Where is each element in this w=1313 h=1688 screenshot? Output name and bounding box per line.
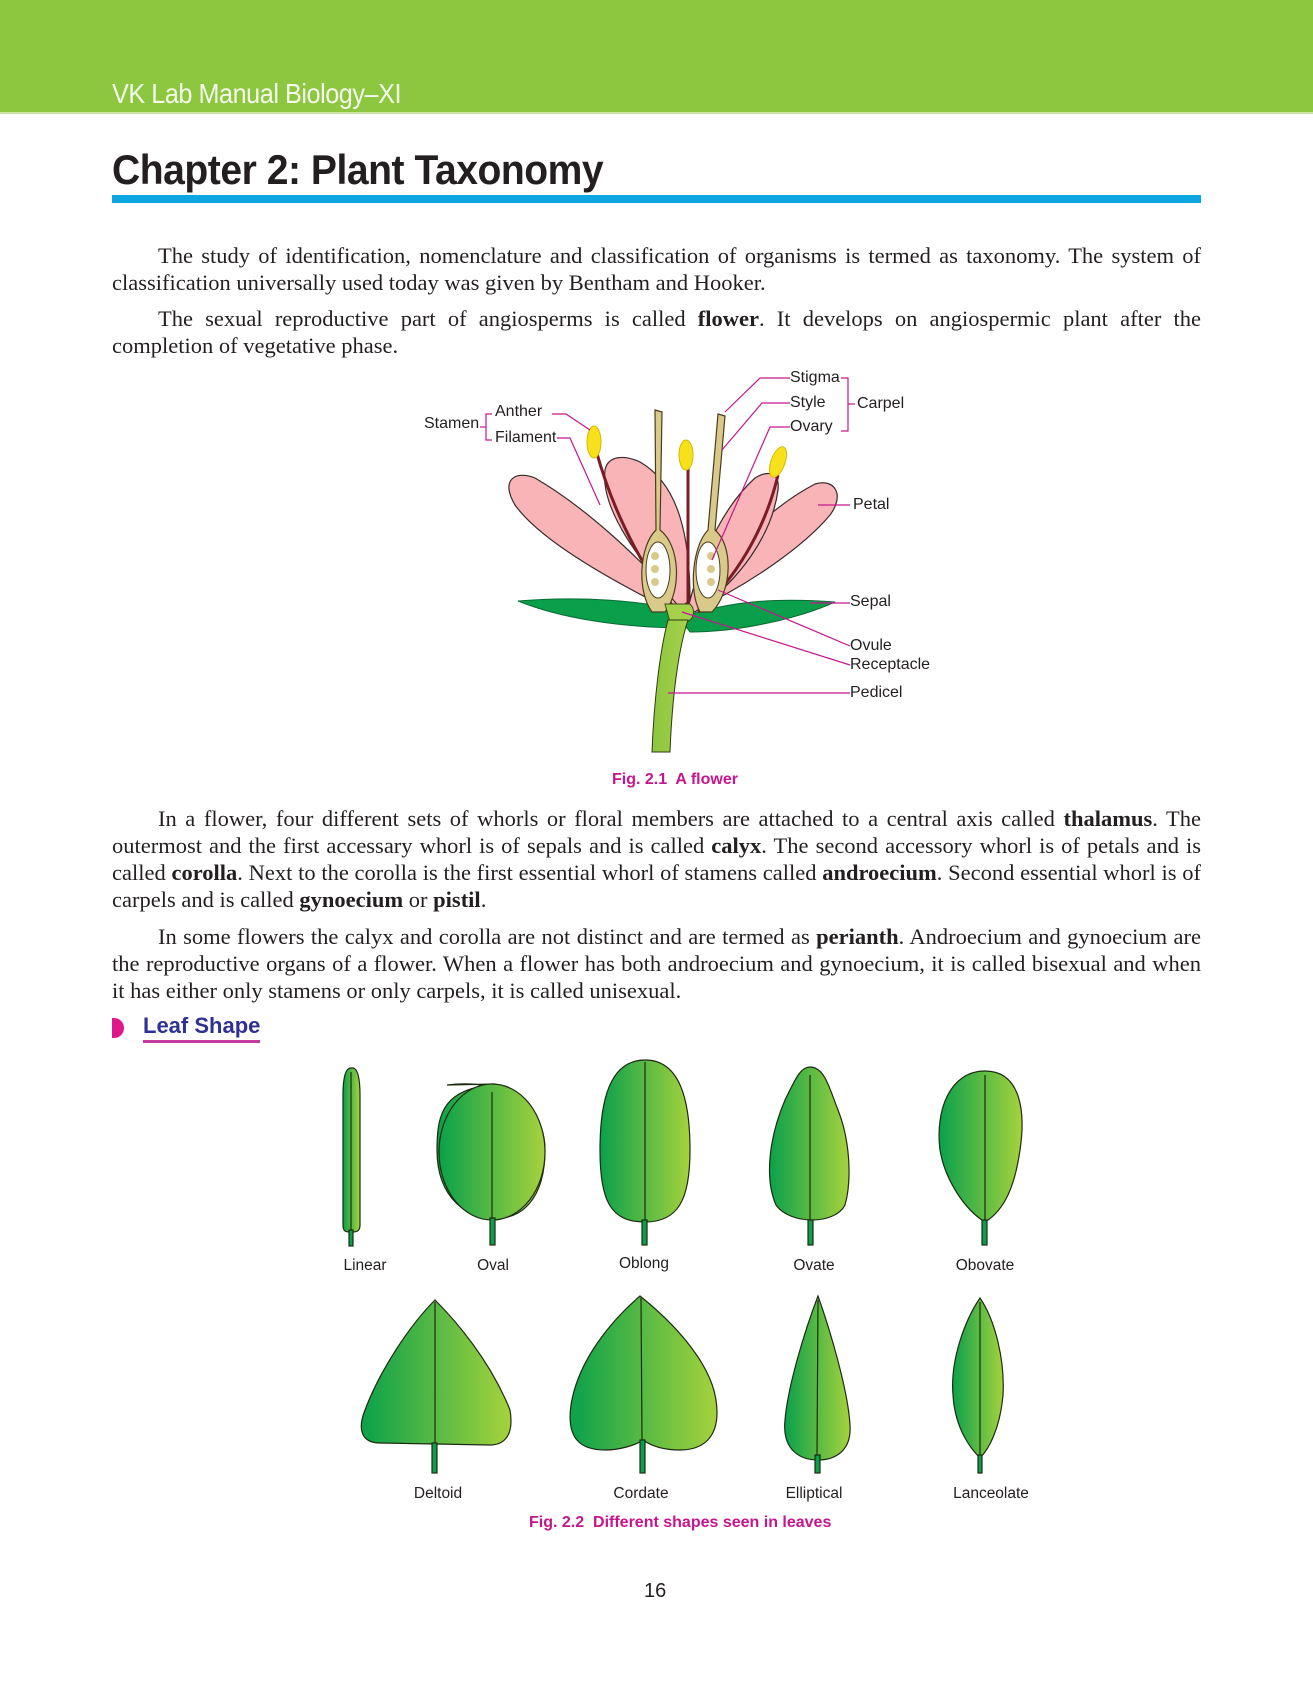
- label-style: Style: [790, 394, 826, 411]
- label-pedicel: Pedicel: [850, 684, 903, 701]
- leaf-label-linear: Linear: [343, 1257, 387, 1274]
- label-receptacle: Receptacle: [850, 656, 931, 673]
- label-filament: Filament: [495, 429, 557, 446]
- leaf-label-cordate: Cordate: [613, 1485, 669, 1502]
- leaf-label-oval: Oval: [477, 1257, 509, 1274]
- leaf-label-elliptical: Elliptical: [785, 1485, 843, 1502]
- chapter-title: Chapter 2: Plant Taxonomy: [112, 146, 604, 193]
- leaf-label-lanceolate: Lanceolate: [953, 1485, 1029, 1502]
- label-stigma: Stigma: [790, 369, 840, 386]
- figure-caption-flower: Fig. 2.1 A flower: [612, 771, 738, 788]
- label-carpel: Carpel: [857, 395, 905, 412]
- label-ovule: Ovule: [850, 637, 892, 654]
- term-flower: flower: [697, 306, 759, 331]
- label-anther: Anther: [495, 403, 543, 420]
- paragraph-whorls: In a flower, four different sets of whorls or floral members are attached to a central axis called thalamus. The outermost and the first accessary whorl is of sepals and is called calyx. The second accessory whorl is of petals and is called corolla. Next to the corolla is the first essential whorl of stamens called androecium. Second essential whorl is of carpels and is called gynoecium or pistil.: [112, 806, 1202, 912]
- page-number: 16: [644, 1580, 667, 1602]
- leaf-label-oblong: Oblong: [619, 1255, 669, 1272]
- running-head: VK Lab Manual Biology–XI: [112, 78, 401, 109]
- paragraph-taxonomy: The study of identification, nomenclature and classification of organisms is termed as taxonomy. The system of classification universally used today was given by Bentham and Hooker.: [112, 243, 1201, 295]
- section-heading-leaf-shape: Leaf Shape: [112, 1013, 260, 1043]
- paragraph-flower-intro: The sexual reproductive part of angiosperms is called flower. It develops on angiospermic plant after the completion of vegetative phase.: [112, 306, 1201, 358]
- leaf-label-ovate: Ovate: [793, 1257, 835, 1274]
- paragraph-perianth: In some flowers the calyx and corolla are not distinct and are termed as perianth. Androecium and gynoecium are the reproductive organs of a flower. When a flower has both androecium and gynoecium, it is called bisexual and when it has either only stamens or only carpels, it is called unisexual.: [112, 924, 1202, 1003]
- label-petal: Petal: [853, 496, 890, 513]
- label-stamen: Stamen: [424, 415, 480, 432]
- leaf-label-obovate: Obovate: [955, 1257, 1015, 1274]
- label-ovary: Ovary: [790, 418, 833, 435]
- figure-caption-leaves: Fig. 2.2 Different shapes seen in leaves: [529, 1514, 832, 1531]
- label-sepal: Sepal: [850, 593, 891, 610]
- leaf-label-deltoid: Deltoid: [413, 1485, 463, 1502]
